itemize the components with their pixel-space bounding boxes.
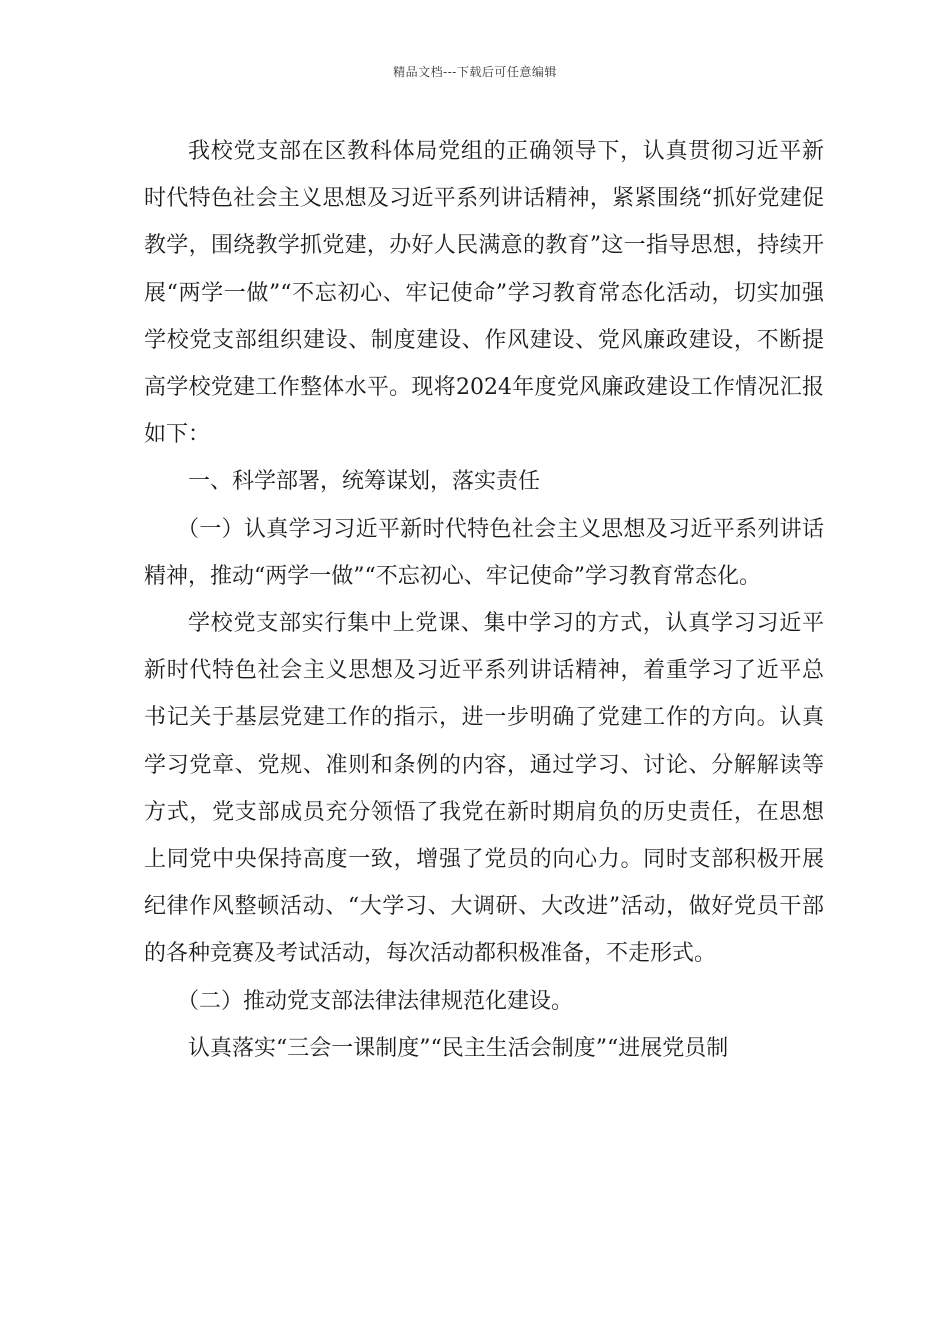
document-body [144,128,824,1072]
section-heading-1: 一、科学部署，统筹谋划，落实责任 [188,469,541,495]
subsection-heading-1: （一）认真学习习近平新时代特色社会主义思想及习近平系列讲话精神，推动“两学一做”“不忘初心、牢记使命”学习教育常态化。 [144,516,824,589]
body-paragraph-1: 学校党支部实行集中上党课、集中学习的方式，认真学习习近平新时代特色社会主义思想及习近平系列讲话精神，着重学习了近平总书记关于基层党建工作的指示，进一步明确了党建工作的方向。认真学习党章、党规、准则和条例的内容，通过学习、讨论、分解解读等方式，党支部成员充分领悟了我党在新时期肩负的历史责任，在思想上同党中央保持高度一致，增强了党员的向心力。同时支部积极开展纪律作风整顿活动、“大学习、大调研、大改进”活动，做好党员干部的各种竞赛及考试活动，每次活动都积极准备，不走形式。 [144,611,824,967]
subsection-heading-2: （二）推动党支部法律法律规范化建设。 [177,988,574,1014]
body-paragraph-2: 认真落实“三会一课制度”“民主生活会制度”“进展党员制 [188,1035,729,1061]
page-header: 精品文档---下载后可任意编辑 [393,65,557,79]
intro-paragraph: 我校党支部在区教科体局党组的正确领导下，认真贯彻习近平新时代特色社会主义思想及习近平系列讲话精神，紧紧围绕“抓好党建促教学，围绕教学抓党建，办好人民满意的教育”这一指导思想，持续开展“两学一做”“不忘初心、牢记使命”学习教育常态化活动，切实加强学校党支部组织建设、制度建设、作风建设、党风廉政建设，不断提高学校党建工作整体水平。现将2024年度党风廉政建设工作情况汇报如下： [144,139,824,448]
